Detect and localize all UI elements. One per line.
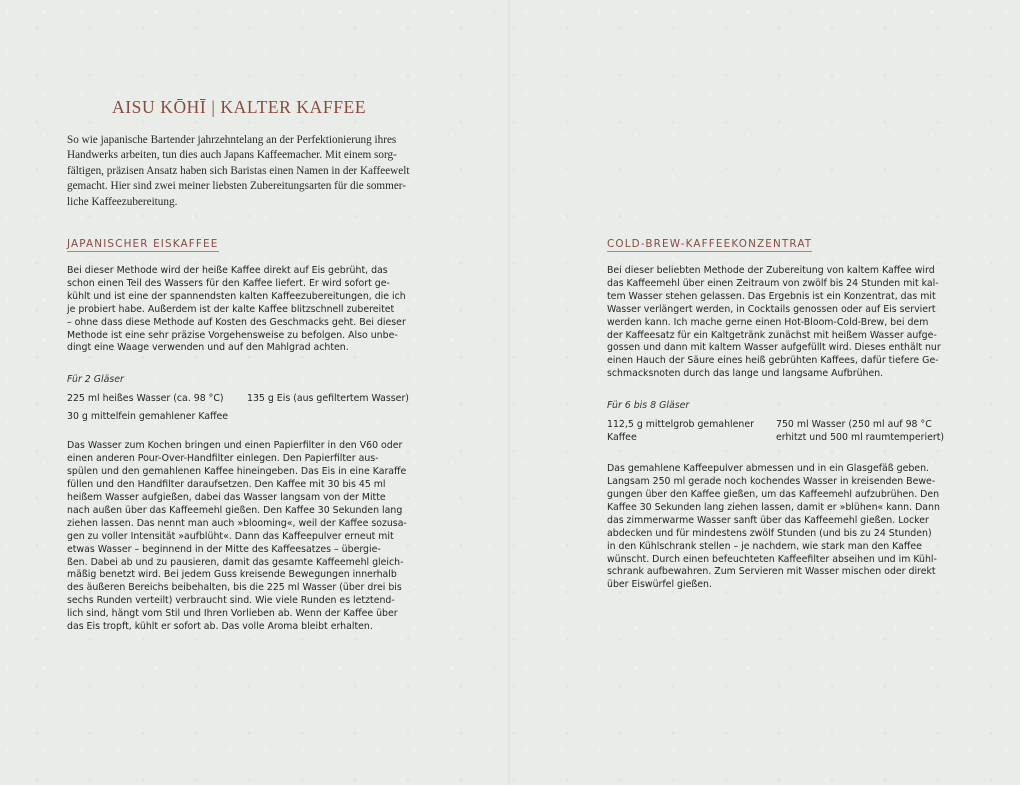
description-line: – ohne dass diese Methode auf Kosten des Geschmacks geht. Bei dieser <box>67 316 406 328</box>
method-line: in den Kühlschrank stellen – je nachdem, wie stark man den Kaffee <box>607 540 922 552</box>
ingredient-list <box>607 419 967 447</box>
ingredient-item: 135 g Eis (aus gefiltertem Wasser) <box>247 393 409 405</box>
intro-line: gemacht. Hier sind zwei meiner liebsten Zubereitungsarten für die sommer- <box>67 180 407 193</box>
description-line: Bei dieser beliebten Methode der Zubereitung von kaltem Kaffee wird <box>607 265 935 276</box>
page-gutter <box>508 0 512 785</box>
method-line: spülen und den gemahlenen Kaffee hineingeben. Das Eis in eine Karaffe <box>67 466 407 478</box>
ingredient-item: 225 ml heißes Wasser (ca. 98 °C) <box>67 393 224 405</box>
method-line: sechs Runden verteilt) verbraucht sind. Wie viele Runden es letztend- <box>67 595 395 607</box>
intro-line: So wie japanische Bartender jahrzehntelang an der Perfektionierung ihres <box>67 134 397 146</box>
method-line: das zimmerwarme Wasser sanft über das Kaffeemehl gießen. Locker <box>607 514 929 526</box>
method-line: einen anderen Pour-Over-Handfilter einlegen. Den Papierfilter aus- <box>67 453 379 465</box>
method-line: das Eis tropft, kühlt er sofort ab. Das volle Aroma bleibt erhalten. <box>67 621 373 633</box>
method-line: Langsam 250 ml gerade noch kochendes Wasser in kreisenden Bewe- <box>607 476 936 488</box>
intro-paragraph <box>67 133 419 210</box>
recipe-method <box>607 463 967 592</box>
method-line: etwas Wasser – beginnend in der Mitte des Kaffeesatzes – übergie- <box>67 543 381 555</box>
description-line: gossen und dann mit kaltem Wasser aufgefüllt wird. Dieses enthält nur <box>607 342 941 354</box>
method-line: wünscht. Durch einen befeuchteten Kaffeefilter abseihen und im Kühl- <box>607 553 937 565</box>
ingredient-list <box>67 393 427 429</box>
ingredient-line: 750 ml Wasser (250 ml auf 98 °C <box>776 419 932 431</box>
section-heading: COLD-BREW-KAFFEEKONZENTRAT <box>607 238 813 250</box>
description-line: werden kann. Ich mache gerne einen Hot-Bloom-Cold-Brew, bei dem <box>607 316 929 328</box>
method-line: schrank aufbewahren. Zum Servieren mit Wasser mischen oder direkt <box>607 566 936 578</box>
description-line: schmacksnoten durch das lange und langsame Aufbrühen. <box>607 368 884 380</box>
description-line: Bei dieser Methode wird der heiße Kaffee direkt auf Eis gebrüht, das <box>67 265 388 276</box>
description-line: Methode ist eine sehr präzise Vorgehensweise zu befolgen. Also unbe- <box>67 329 398 341</box>
ingredient-line: erhitzt und 500 ml raumtemperiert) <box>776 432 945 444</box>
description-line: das Kaffeemehl über einen Zeitraum von zwölf bis 24 Stunden mit kal- <box>607 277 939 289</box>
chapter-title: AISU KŌHĪ | KALTER KAFFEE <box>112 97 367 117</box>
recipe-method <box>67 440 427 634</box>
servings-label: Für 2 Gläser <box>67 374 124 386</box>
servings-label: Für 6 bis 8 Gläser <box>607 400 690 412</box>
description-line: einen Hauch der Säure eines heiß gebrühten Kaffees, dafür tiefere Ge- <box>607 355 939 367</box>
method-line: nach außen über das Kaffeemehl gießen. Den Kaffee 30 Sekunden lang <box>67 504 403 516</box>
recipe-description <box>607 265 967 381</box>
method-line: füllen und den Handfilter daraufsetzen. Den Kaffee mit 30 bis 45 ml <box>67 479 386 491</box>
intro-line: fältigen, präzisen Ansatz haben sich Baristas einen Namen in der Kaffeewelt <box>67 164 410 177</box>
recipe-japanese-iced-coffee <box>67 232 427 634</box>
description-line: dingt eine Waage verwenden und auf den Mahlgrad achten. <box>67 342 349 354</box>
method-line: abdecken und für mindestens zwölf Stunden (und bis zu 24 Stunden) <box>607 527 932 539</box>
method-line: ziehen lassen. Das nennt man auch »blooming«, weil der Kaffee sozusa- <box>67 517 407 529</box>
method-line: des äußeren Bereichs beibehalten, bis die 225 ml Wasser (über drei bis <box>67 582 402 594</box>
recipe-description <box>67 265 427 355</box>
description-line: Wasser verlängert werden, in Cocktails genossen oder auf Eis serviert <box>607 303 936 315</box>
ingredient-line: 112,5 g mittelgrob gemahlener <box>607 419 754 431</box>
intro-line: Handwerks arbeiten, tun dies auch Japans Kaffeemacher. Mit einem sorg- <box>67 149 397 162</box>
method-line: gungen über den Kaffee gießen, um das Kaffeemehl aufzubrühen. Den <box>607 488 940 500</box>
ingredient-line: Kaffee <box>607 432 637 444</box>
ingredient-item: 30 g mittelfein gemahlener Kaffee <box>67 411 229 423</box>
method-line: lich sind, hängt vom Stil und Ihren Vorlieben ab. Wenn der Kaffee über <box>67 608 398 620</box>
description-line: kühlt und ist eine der spannendsten kalten Kaffeezubereitungen, die ich <box>67 290 406 302</box>
method-line: mäßig benetzt wird. Bei jedem Guss kreisende Bewegungen innerhalb <box>67 569 397 581</box>
ingredient-item <box>607 419 754 445</box>
method-line: Das gemahlene Kaffeepulver abmessen und in ein Glasgefäß geben. <box>607 463 929 475</box>
description-line: tem Wasser stehen gelassen. Das Ergebnis ist ein Konzentrat, das mit <box>607 290 936 302</box>
method-line: ßen. Dabei ab und zu pausieren, damit das gesamte Kaffeemehl gleich- <box>67 556 404 568</box>
method-line: über Eiswürfel gießen. <box>607 579 712 591</box>
description-line: der Kaffeesatz für ein Kaltgetränk zunächst mit heißem Wasser aufge- <box>607 329 937 341</box>
method-line: Das Wasser zum Kochen bringen und einen Papierfilter in den V60 oder <box>67 440 403 452</box>
recipe-cold-brew-concentrate <box>607 232 967 592</box>
method-line: gen zu voller Intensität »aufblüht«. Dann das Kaffeepulver erneut mit <box>67 530 394 542</box>
method-line: Kaffee 30 Sekunden lang ziehen lassen, damit er »blühen« kann. Dann <box>607 501 940 513</box>
ingredient-item <box>776 419 944 445</box>
description-line: je probiert habe. Außerdem ist der kalte Kaffee blitzschnell zubereitet <box>67 303 395 315</box>
intro-line: liche Kaffeezubereitung. <box>67 195 178 208</box>
method-line: heißem Wasser aufgießen, dabei das Wasser langsam von der Mitte <box>67 491 386 503</box>
description-line: schon einen Teil des Wassers für den Kaffee liefert. Er wird sofort ge- <box>67 277 390 289</box>
section-heading: JAPANISCHER EISKAFFEE <box>67 238 219 250</box>
